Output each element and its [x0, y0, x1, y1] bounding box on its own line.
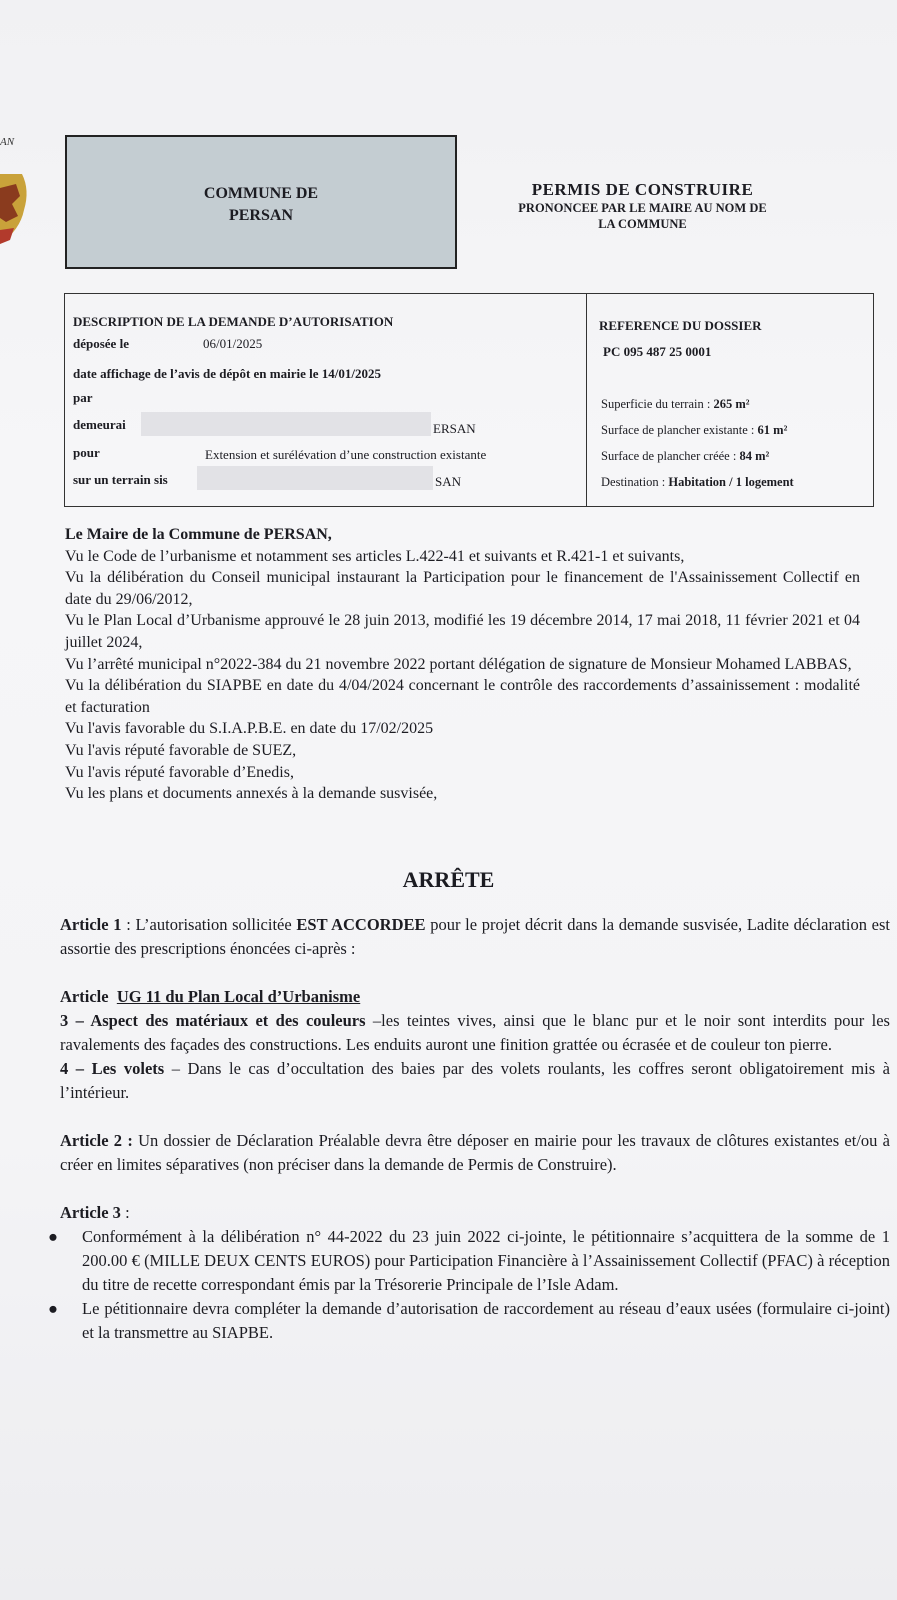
destination-value: Habitation / 1 logement [668, 475, 794, 489]
deposee-value: 06/01/2025 [203, 336, 263, 351]
preamble [65, 524, 860, 805]
vu-line: Vu le Code de l’urbanisme et notamment ses articles L.422-41 et suivants et R.421-1 et suivants, [65, 547, 685, 565]
terrain-value: SAN [435, 474, 462, 489]
article-3-heading [60, 1201, 890, 1225]
permis-title: PERMIS DE CONSTRUIRE [531, 180, 754, 199]
vu-line: Vu l'avis réputé favorable de SUEZ, [65, 741, 297, 759]
pour-value: Extension et surélévation d’une construction existante [205, 447, 487, 462]
demeurant-value: ERSAN [433, 421, 476, 436]
article-ug-heading [60, 985, 890, 1009]
town-crest-icon [0, 170, 30, 248]
permis-subtitle-2: LA COMMUNE [598, 217, 687, 231]
p4-text: – Dans le cas d’occultation des baies par des volets roulants, les coffres seront obligatoirement mis à l’intérieur. [60, 1059, 891, 1102]
article-1 [60, 913, 890, 961]
vu-line: Vu l’arrêté municipal n°2022-384 du 21 novembre 2022 portant délégation de signature de Monsieur Mohamed LABBAS, [65, 655, 852, 673]
permis-subtitle-1: PRONONCEE PAR LE MAIRE AU NOM DE [518, 201, 767, 215]
par-label: par [73, 390, 93, 405]
creee-row [601, 449, 769, 464]
vu-line: Vu les plans et documents annexés à la demande susvisée, [65, 785, 438, 803]
article-1-accordee: EST ACCORDEE [296, 915, 426, 934]
maire-heading: Le Maire de la Commune de PERSAN, [65, 526, 332, 543]
article-2 [60, 1129, 890, 1177]
commune-line2: PERSAN [228, 207, 293, 224]
vu-line: Vu l'avis réputé favorable d’Enedis, [65, 763, 294, 781]
existante-row [601, 423, 787, 438]
redacted-terrain [197, 466, 433, 490]
terrain-label: sur un terrain sis [73, 472, 168, 487]
superficie-row [601, 397, 750, 412]
article-3-suffix: : [120, 1203, 130, 1222]
reference-heading: REFERENCE DU DOSSIER [599, 318, 762, 333]
article-ug-p3 [60, 1009, 890, 1057]
destination-row [601, 475, 794, 490]
demeurant-label: demeurai [73, 417, 126, 432]
article-3-bullet-1: Conformément à la délibération n° 44-2022 du 23 juin 2022 ci-jointe, le pétitionnaire s’acquittera de la somme de 1 200.00 € (MILLE DEUX CENTS EUROS) pour Participation Financière à l’Assainissement Collectif (PFAC) à réception du titre de recette correspondant émis par la Trésorerie Principale de l’Isle Adam. [82, 1227, 890, 1294]
permis-header [470, 180, 815, 232]
p3-heading: 3 – Aspect des matériaux et des couleurs [60, 1011, 366, 1030]
article-ug-p4 [60, 1057, 890, 1105]
vu-line: Vu l'avis favorable du S.I.A.P.B.E. en date du 17/02/2025 [65, 720, 434, 738]
p4-heading: 4 – Les volets [60, 1059, 165, 1078]
creee-value: 84 m² [739, 449, 770, 463]
commune-line1: COMMUNE DE [203, 185, 319, 202]
article-1-label: Article 1 [60, 915, 122, 934]
article-3-bullet-2: Le pétitionnaire devra compléter la demande d’autorisation de raccordement au réseau d’eaux usées (formulaire ci-joint) et la transmettre au SIAPBE. [82, 1299, 890, 1342]
article-1-text-a: : L’autorisation sollicitée [121, 915, 297, 934]
deposee-label: déposée le [73, 336, 129, 351]
article-1-text-b: pour le projet décrit dans la demande susvisée, Ladite déclaration est assortie des prescriptions énoncées ci-après : [60, 915, 890, 958]
article-3-label: Article 3 [60, 1203, 121, 1222]
article-ug-ref: UG 11 du Plan Local d’Urbanisme [116, 987, 361, 1006]
reference-number: PC 095 487 25 0001 [603, 344, 712, 359]
superficie-label: Superficie du terrain : [601, 397, 714, 411]
description-heading: DESCRIPTION DE LA DEMANDE D’AUTORISATION [73, 314, 394, 329]
superficie-value: 265 m² [713, 397, 750, 411]
commune-box [65, 135, 457, 269]
table-divider [586, 294, 587, 506]
vu-line: Vu le Plan Local d’Urbanisme approuvé le 28 juin 2013, modifié les 19 décembre 2014, 17 mai 2018, 11 février 2021 et 04 juillet 2024, [65, 612, 860, 651]
list-item [48, 1225, 890, 1297]
bullet-icon: ● [48, 1227, 58, 1246]
description-table [64, 293, 874, 507]
vu-line: Vu la délibération du Conseil municipal instaurant la Participation pour le financement de l'Assainissement Collectif en date du 29/06/2012, [65, 569, 860, 608]
destination-label: Destination : [601, 475, 669, 489]
article-2-label: Article 2 : [60, 1131, 133, 1150]
creee-label: Surface de plancher créée : [601, 449, 740, 463]
articles [48, 913, 891, 1345]
list-item [48, 1297, 890, 1345]
article-2-text: Un dossier de Déclaration Préalable devra être déposer en mairie pour les travaux de clôtures existantes et/ou à créer en limites séparatives (non préciser dans la demande de Permis de Construire). [60, 1131, 890, 1174]
p3-text: –les teintes vives, ainsi que le blanc pur et le noir sont interdits pour les ravalements des façades des constructions. Les enduits auront une finition grattée ou écrasée et de couleur ton pierre. [60, 1011, 890, 1054]
arrete-heading: ARRÊTE [402, 867, 495, 892]
pour-label: pour [73, 445, 100, 460]
vu-line: Vu la délibération du SIAPBE en date du 4/04/2024 concernant le contrôle des raccordements d’assainissement : modalité et facturation [65, 677, 860, 716]
existante-value: 61 m² [757, 423, 788, 437]
crest-label: AN [0, 136, 15, 148]
bullet-icon: ● [48, 1299, 58, 1318]
affichage-line: date affichage de l’avis de dépôt en mairie le 14/01/2025 [73, 366, 381, 381]
redacted-address [141, 412, 431, 436]
existante-label: Surface de plancher existante : [601, 423, 758, 437]
article-ug-label: Article [60, 987, 109, 1006]
